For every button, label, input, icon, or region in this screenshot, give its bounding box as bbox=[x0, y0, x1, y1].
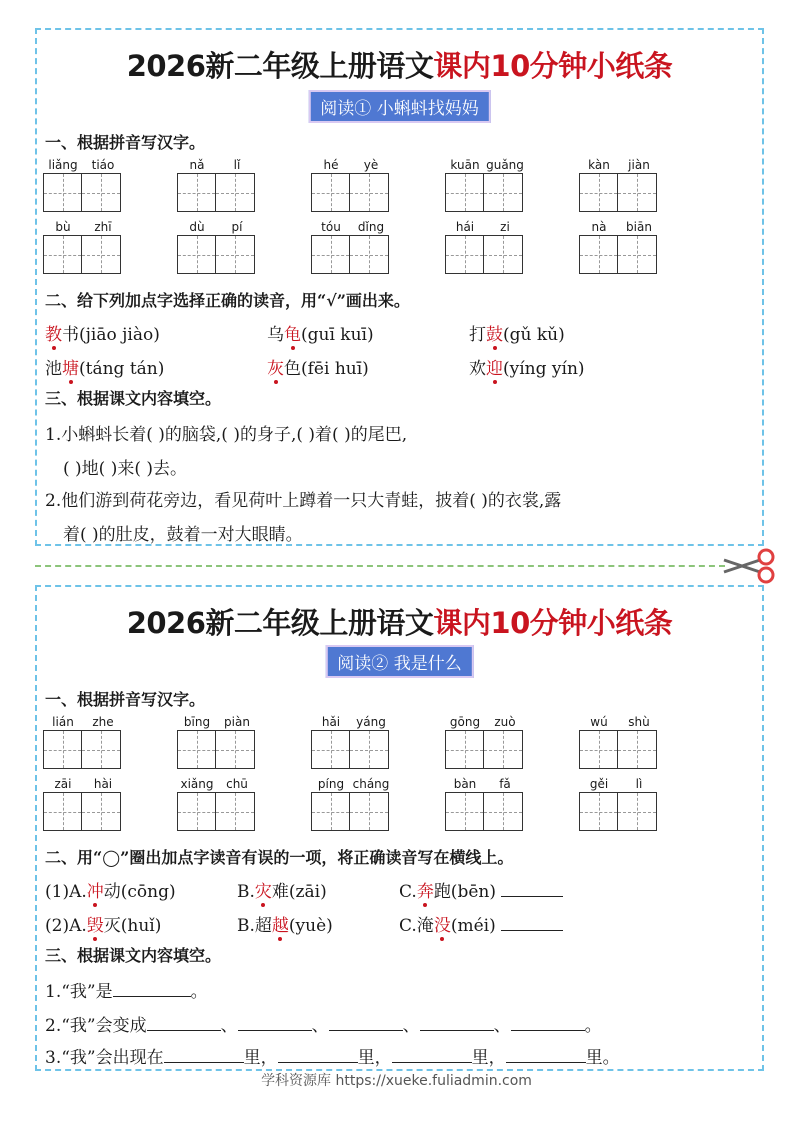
title-red: 课内10分钟小纸条 bbox=[433, 49, 673, 83]
section-title: 三、根据课文内容填空。 bbox=[45, 946, 222, 965]
pinyin-syllable: tiáo bbox=[91, 158, 115, 172]
writing-box[interactable] bbox=[311, 792, 350, 831]
dotted-char: 毁 bbox=[86, 916, 104, 936]
pinyin-syllable: shù bbox=[628, 715, 650, 729]
answer-blank bbox=[506, 1048, 586, 1063]
pinyin-syllable: biān bbox=[626, 220, 652, 234]
writing-box[interactable] bbox=[579, 235, 618, 274]
option-c: C.奔跑(bēn) bbox=[399, 877, 563, 902]
option-b: B.灾难(zāi) bbox=[237, 882, 327, 902]
answer-blank bbox=[329, 1016, 403, 1031]
pinyin-syllable: lì bbox=[635, 777, 643, 791]
option-a: (2)A.毁灭(huǐ) bbox=[45, 916, 162, 936]
writing-box[interactable] bbox=[216, 730, 255, 769]
option-c: C.淹没(méi) bbox=[399, 911, 563, 936]
dotted-char: 教 bbox=[45, 325, 62, 345]
writing-box[interactable] bbox=[82, 730, 121, 769]
title-black: 2026新二年级上册语文 bbox=[126, 606, 434, 640]
pinyin-syllable: jiàn bbox=[628, 158, 650, 172]
reading-banner: 阅读① 小蝌蚪找妈妈 bbox=[308, 90, 490, 123]
cut-line bbox=[35, 565, 725, 567]
pinyin-syllable: dù bbox=[189, 220, 205, 234]
writing-box[interactable] bbox=[82, 792, 121, 831]
pinyin-syllable: zhe bbox=[92, 715, 114, 729]
fill-line: ( )地( )来( )去。 bbox=[63, 459, 188, 479]
answer-blank bbox=[278, 1048, 358, 1063]
dotted-char: 龟 bbox=[284, 325, 301, 345]
writing-box[interactable] bbox=[445, 730, 484, 769]
pinyin-syllable: bīng bbox=[183, 715, 211, 729]
title-black: 2026新二年级上册语文 bbox=[126, 49, 434, 83]
dotted-char: 迎 bbox=[486, 359, 503, 379]
writing-box[interactable] bbox=[82, 173, 121, 212]
choice-item: 欢迎(yíng yín) bbox=[469, 359, 585, 379]
pinyin-syllable: yè bbox=[363, 158, 379, 172]
writing-box[interactable] bbox=[311, 235, 350, 274]
dotted-char: 没 bbox=[433, 916, 451, 936]
pinyin-syllable: hái bbox=[455, 220, 475, 234]
section-title: 二、给下列加点字选择正确的读音，用“√”画出来。 bbox=[45, 291, 410, 310]
section-title: 一、根据拼音写汉字。 bbox=[45, 133, 206, 152]
writing-box[interactable] bbox=[350, 730, 389, 769]
pinyin-syllable: pí bbox=[231, 220, 243, 234]
writing-box[interactable] bbox=[350, 792, 389, 831]
pinyin-syllable: píng bbox=[317, 777, 345, 791]
pinyin-syllable: dǐng bbox=[357, 220, 385, 234]
pinyin-syllable: lǐ bbox=[233, 158, 241, 172]
pinyin-syllable: yáng bbox=[356, 715, 386, 729]
dotted-char: 塘 bbox=[62, 359, 79, 379]
title-red: 课内10分钟小纸条 bbox=[433, 606, 673, 640]
answer-blank bbox=[511, 1016, 585, 1031]
writing-box[interactable] bbox=[484, 173, 523, 212]
answer-blank bbox=[164, 1048, 244, 1063]
fill-line: 1.小蝌蚪长着( )的脑袋,( )的身子,( )着( )的尾巴, bbox=[45, 425, 408, 445]
pinyin-syllable: hài bbox=[93, 777, 113, 791]
writing-box[interactable] bbox=[484, 730, 523, 769]
pinyin-syllable: gěi bbox=[589, 777, 609, 791]
fill-line: 2.他们游到荷花旁边，看见荷叶上蹲着一只大青蛙，披着( )的衣裳,露 bbox=[45, 491, 562, 511]
writing-box[interactable] bbox=[445, 173, 484, 212]
dotted-char: 奔 bbox=[416, 882, 434, 902]
answer-blank bbox=[392, 1048, 472, 1063]
fill-line: 3.“我”会出现在 里， 里， 里， 里。 bbox=[45, 1048, 620, 1068]
choice-item: 乌龟(guī kuī) bbox=[267, 325, 374, 345]
fill-line: 着( )的肚皮，鼓着一对大眼睛。 bbox=[63, 525, 303, 545]
pinyin-syllable: tóu bbox=[321, 220, 341, 234]
dotted-char: 鼓 bbox=[486, 325, 503, 345]
writing-box[interactable] bbox=[618, 730, 657, 769]
dotted-char: 冲 bbox=[86, 882, 104, 902]
scissors-icon bbox=[720, 546, 780, 586]
writing-box[interactable] bbox=[445, 792, 484, 831]
pinyin-syllable: nǎ bbox=[189, 158, 205, 172]
option-a: (1)A.冲动(cōng) bbox=[45, 882, 176, 902]
dotted-char: 灾 bbox=[254, 882, 272, 902]
worksheet-card-1 bbox=[35, 28, 764, 546]
reading-banner: 阅读② 我是什么 bbox=[325, 645, 473, 678]
answer-blank bbox=[238, 1016, 312, 1031]
dotted-char: 越 bbox=[271, 916, 289, 936]
writing-box[interactable] bbox=[579, 173, 618, 212]
writing-box[interactable] bbox=[579, 730, 618, 769]
pinyin-syllable: nà bbox=[591, 220, 607, 234]
writing-box[interactable] bbox=[618, 235, 657, 274]
worksheet-card-2 bbox=[35, 585, 764, 1071]
pinyin-syllable: kuān bbox=[450, 158, 480, 172]
pinyin-syllable: guǎng bbox=[486, 158, 524, 172]
pinyin-syllable: zāi bbox=[54, 777, 72, 791]
pinyin-syllable: gōng bbox=[449, 715, 481, 729]
writing-box[interactable] bbox=[350, 173, 389, 212]
pinyin-syllable: bù bbox=[55, 220, 71, 234]
card-title bbox=[37, 601, 762, 642]
answer-blank bbox=[420, 1016, 494, 1031]
writing-box[interactable] bbox=[43, 235, 82, 274]
writing-box[interactable] bbox=[484, 235, 523, 274]
writing-box[interactable] bbox=[311, 730, 350, 769]
writing-box[interactable] bbox=[216, 235, 255, 274]
writing-box[interactable] bbox=[311, 173, 350, 212]
choice-item: 教书(jiāo jiào) bbox=[45, 325, 160, 345]
pinyin-syllable: bàn bbox=[453, 777, 477, 791]
writing-box[interactable] bbox=[177, 730, 216, 769]
writing-box[interactable] bbox=[177, 173, 216, 212]
answer-blank bbox=[501, 882, 563, 897]
pinyin-syllable: hé bbox=[323, 158, 339, 172]
writing-box[interactable] bbox=[445, 235, 484, 274]
writing-box[interactable] bbox=[216, 173, 255, 212]
fill-line: 1.“我”是 。 bbox=[45, 982, 208, 1002]
pinyin-syllable: zuò bbox=[494, 715, 516, 729]
writing-box[interactable] bbox=[43, 792, 82, 831]
pinyin-syllable: zhī bbox=[94, 220, 112, 234]
footer-watermark: 学科资源库 https://xueke.fuliadmin.com bbox=[261, 1073, 532, 1089]
answer-blank bbox=[147, 1016, 221, 1031]
pinyin-syllable: xiǎng bbox=[180, 777, 214, 791]
writing-box[interactable] bbox=[618, 792, 657, 831]
writing-box[interactable] bbox=[484, 792, 523, 831]
writing-box[interactable] bbox=[216, 792, 255, 831]
pinyin-syllable: hǎi bbox=[321, 715, 341, 729]
section-title: 三、根据课文内容填空。 bbox=[45, 389, 222, 408]
choice-item: 灰色(fēi huī) bbox=[267, 359, 369, 379]
writing-box[interactable] bbox=[82, 235, 121, 274]
writing-box[interactable] bbox=[43, 173, 82, 212]
answer-blank bbox=[113, 982, 191, 997]
answer-blank bbox=[501, 916, 563, 931]
pinyin-syllable: chū bbox=[226, 777, 248, 791]
fill-line: 2.“我”会变成 、 、 、 、 。 bbox=[45, 1016, 602, 1036]
writing-box[interactable] bbox=[177, 792, 216, 831]
pinyin-syllable: zi bbox=[500, 220, 510, 234]
option-b: B.超越(yuè) bbox=[237, 916, 333, 936]
writing-box[interactable] bbox=[177, 235, 216, 274]
writing-box[interactable] bbox=[579, 792, 618, 831]
writing-box[interactable] bbox=[43, 730, 82, 769]
choice-item: 池塘(táng tán) bbox=[45, 359, 165, 379]
pinyin-syllable: kàn bbox=[588, 158, 610, 172]
pinyin-syllable: cháng bbox=[352, 777, 390, 791]
pinyin-syllable: wú bbox=[590, 715, 608, 729]
card-title bbox=[37, 44, 762, 85]
dotted-char: 灰 bbox=[267, 359, 284, 379]
pinyin-syllable: fǎ bbox=[499, 777, 511, 791]
section-title: 二、用“◯”圈出加点字读音有误的一项，将正确读音写在横线上。 bbox=[45, 848, 514, 867]
pinyin-syllable: piàn bbox=[224, 715, 250, 729]
section-title: 一、根据拼音写汉字。 bbox=[45, 690, 206, 709]
writing-box[interactable] bbox=[618, 173, 657, 212]
choice-item: 打鼓(gǔ kǔ) bbox=[469, 325, 565, 345]
writing-box[interactable] bbox=[350, 235, 389, 274]
pinyin-syllable: liǎng bbox=[48, 158, 78, 172]
pinyin-syllable: lián bbox=[52, 715, 74, 729]
